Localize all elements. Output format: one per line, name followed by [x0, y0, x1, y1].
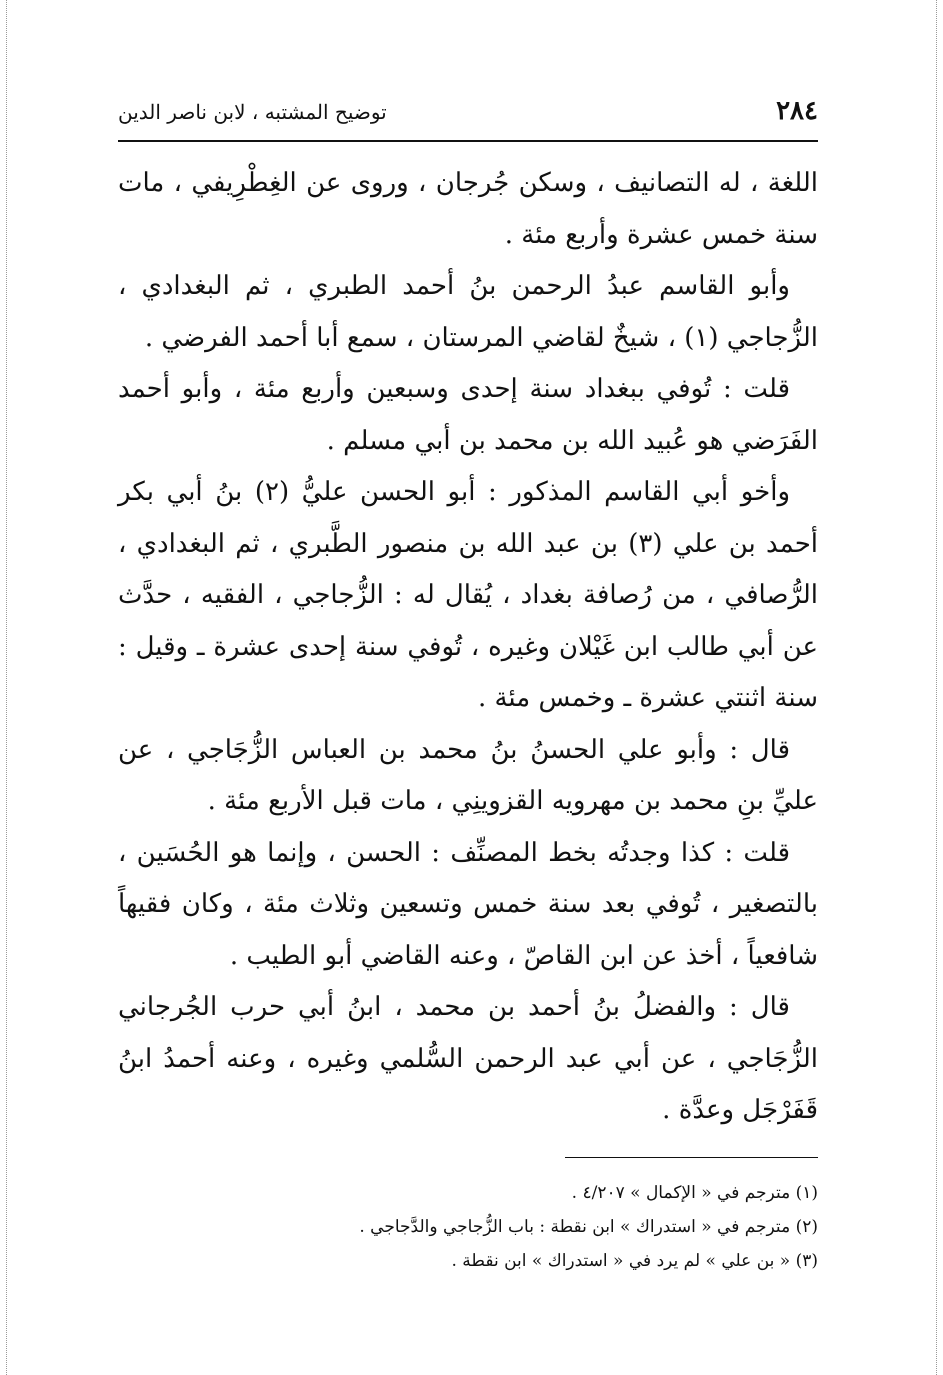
- scan-edge-right: [936, 0, 937, 1375]
- paragraph-2: وأبو القاسم عبدُ الرحمن بنُ أحمد الطبري ، ثم البغدادي ، الزُّجاجي (١) ، شيخٌ لقاضي المرستان ، سمع أبا أحمد الفرضي .: [118, 271, 818, 353]
- footnote-rule: [565, 1157, 818, 1158]
- footnote-1: (١) مترجم في « الإكمال » ٤/٢٠٧ .: [571, 1183, 818, 1203]
- paragraph-1: اللغة ، له التصانيف ، وسكن جُرجان ، وروى عن الغِطْرِيفي ، مات سنة خمس عشرة وأربع مئة .: [118, 168, 818, 250]
- paragraph-4: وأخو أبي القاسم المذكور : أبو الحسن عليُّ (٢) بنُ أبي بكر أحمد بن علي (٣) بن عبد الله بن منصور الطَّبري ، ثم البغدادي ، الرُّصافي ، من رُصافة بغداد ، يُقال له : الزُّجاجي ، الفقيه ، حدَّث عن أبي طالب ابن غَيْلان وغيره ، تُوفي سنة إحدى عشرة ـ وقيل : سنة اثنتي عشرة ـ وخمس مئة .: [118, 477, 819, 713]
- page-number: ٢٨٤: [776, 96, 818, 126]
- page-header: [118, 92, 818, 134]
- body-text: [118, 158, 818, 1137]
- footnote-3: (٣) « بن علي » لم يرد في « استدراك » ابن نقطة .: [451, 1251, 818, 1271]
- paragraph-7: قال : والفضلُ بنُ أحمد بن محمد ، ابنُ أبي حرب الجُرجاني الزُّجَاجي ، عن أبي عبد الرحمن السُّلمي وغيره ، وعنه أحمدُ ابنُ قَفَرْجَل وعدَّة .: [118, 992, 818, 1125]
- scan-edge-left: [6, 0, 7, 1375]
- paragraph-5: قال : وأبو علي الحسنُ بنُ محمد بن العباس الزُّجَاجي ، عن عليِّ بنِ محمد بن مهرويه القزوينِي ، مات قبل الأربع مئة .: [118, 734, 818, 816]
- footnote-2: (٢) مترجم في « استدراك » ابن نقطة : باب الزُّجاجي والدَّجاجي .: [359, 1217, 818, 1237]
- header-rule: [118, 140, 818, 142]
- paragraph-3: قلت : تُوفي ببغداد سنة إحدى وسبعين وأربع مئة ، وأبو أحمد الفَرَضي هو عُبيد الله بن محمد بن أبي مسلم .: [118, 374, 818, 456]
- paragraph-6: قلت : كذا وجدتُه بخط المصنِّف : الحسن ، وإنما هو الحُسَين ، بالتصغير ، تُوفي بعد سنة خمس وتسعين وثلاث مئة ، وكان فقيهاً شافعياً ، أخذ عن ابن القاصّ ، وعنه القاضي أبو الطيب .: [118, 837, 818, 971]
- footnotes: [118, 1176, 818, 1278]
- running-title: توضيح المشتبه ، لابن ناصر الدين: [118, 100, 387, 124]
